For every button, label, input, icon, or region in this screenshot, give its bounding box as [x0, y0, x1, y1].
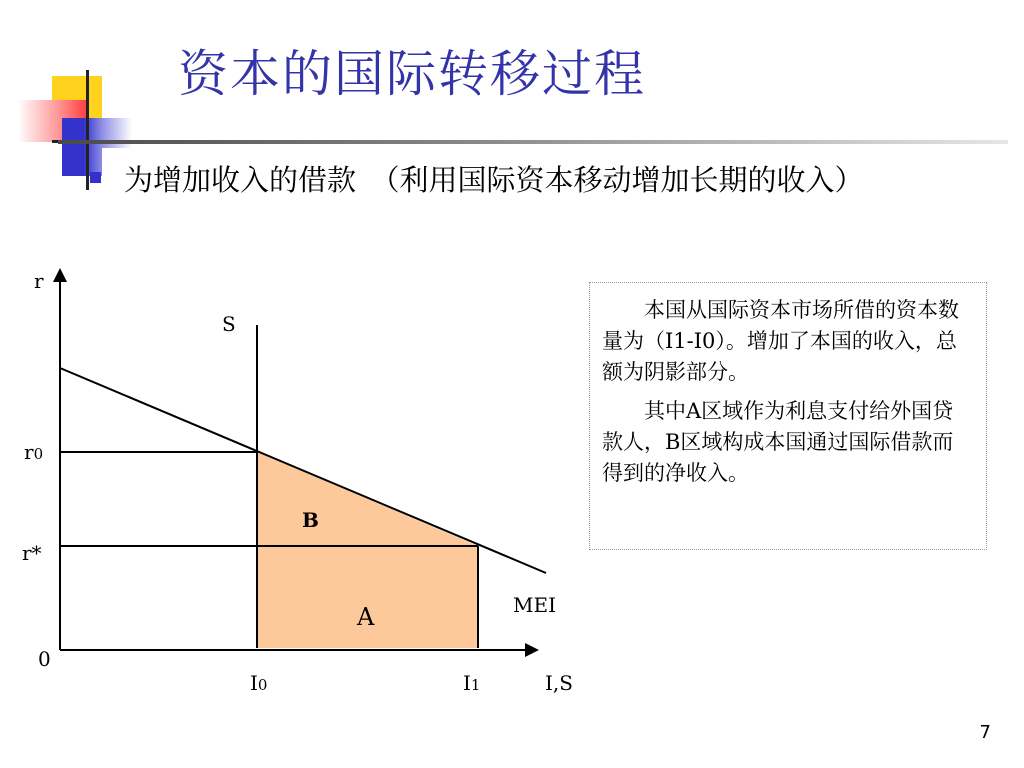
page-number: 7	[979, 722, 991, 743]
i1-label-sub: 1	[470, 676, 481, 694]
i1-label-base: I	[463, 671, 471, 695]
region-a-label: A	[357, 603, 375, 631]
origin-label: 0	[38, 647, 51, 671]
explanation-paragraph-2: 其中A区域作为利息支付给外国贷款人，B区域构成本国通过国际借款而得到的净收入。	[602, 399, 954, 485]
i1-label	[463, 671, 480, 695]
y-axis-label: r	[34, 269, 44, 293]
i0-label-sub: 0	[257, 676, 268, 694]
region-b-label: B	[302, 508, 319, 532]
r0-label-base: r	[24, 440, 34, 464]
explanation-box	[589, 282, 987, 550]
i0-label	[250, 671, 267, 695]
r0-label-sub: 0	[33, 445, 44, 463]
x-axis-label: I,S	[545, 671, 573, 695]
r0-label	[24, 440, 43, 464]
region-a	[257, 546, 478, 648]
s-curve-label: S	[222, 312, 236, 336]
i0-label-base: I	[250, 671, 258, 695]
rstar-label: r*	[22, 541, 42, 565]
slide-title: 资本的国际转移过程	[178, 45, 646, 103]
mei-label: MEI	[513, 593, 556, 617]
explanation-paragraph-1: 本国从国际资本市场所借的资本数量为（I1-I0）。增加了本国的收入，总额为阴影部分。	[602, 298, 959, 384]
bullet-text: 为增加收入的借款 （利用国际资本移动增加长期的收入）	[124, 163, 864, 197]
